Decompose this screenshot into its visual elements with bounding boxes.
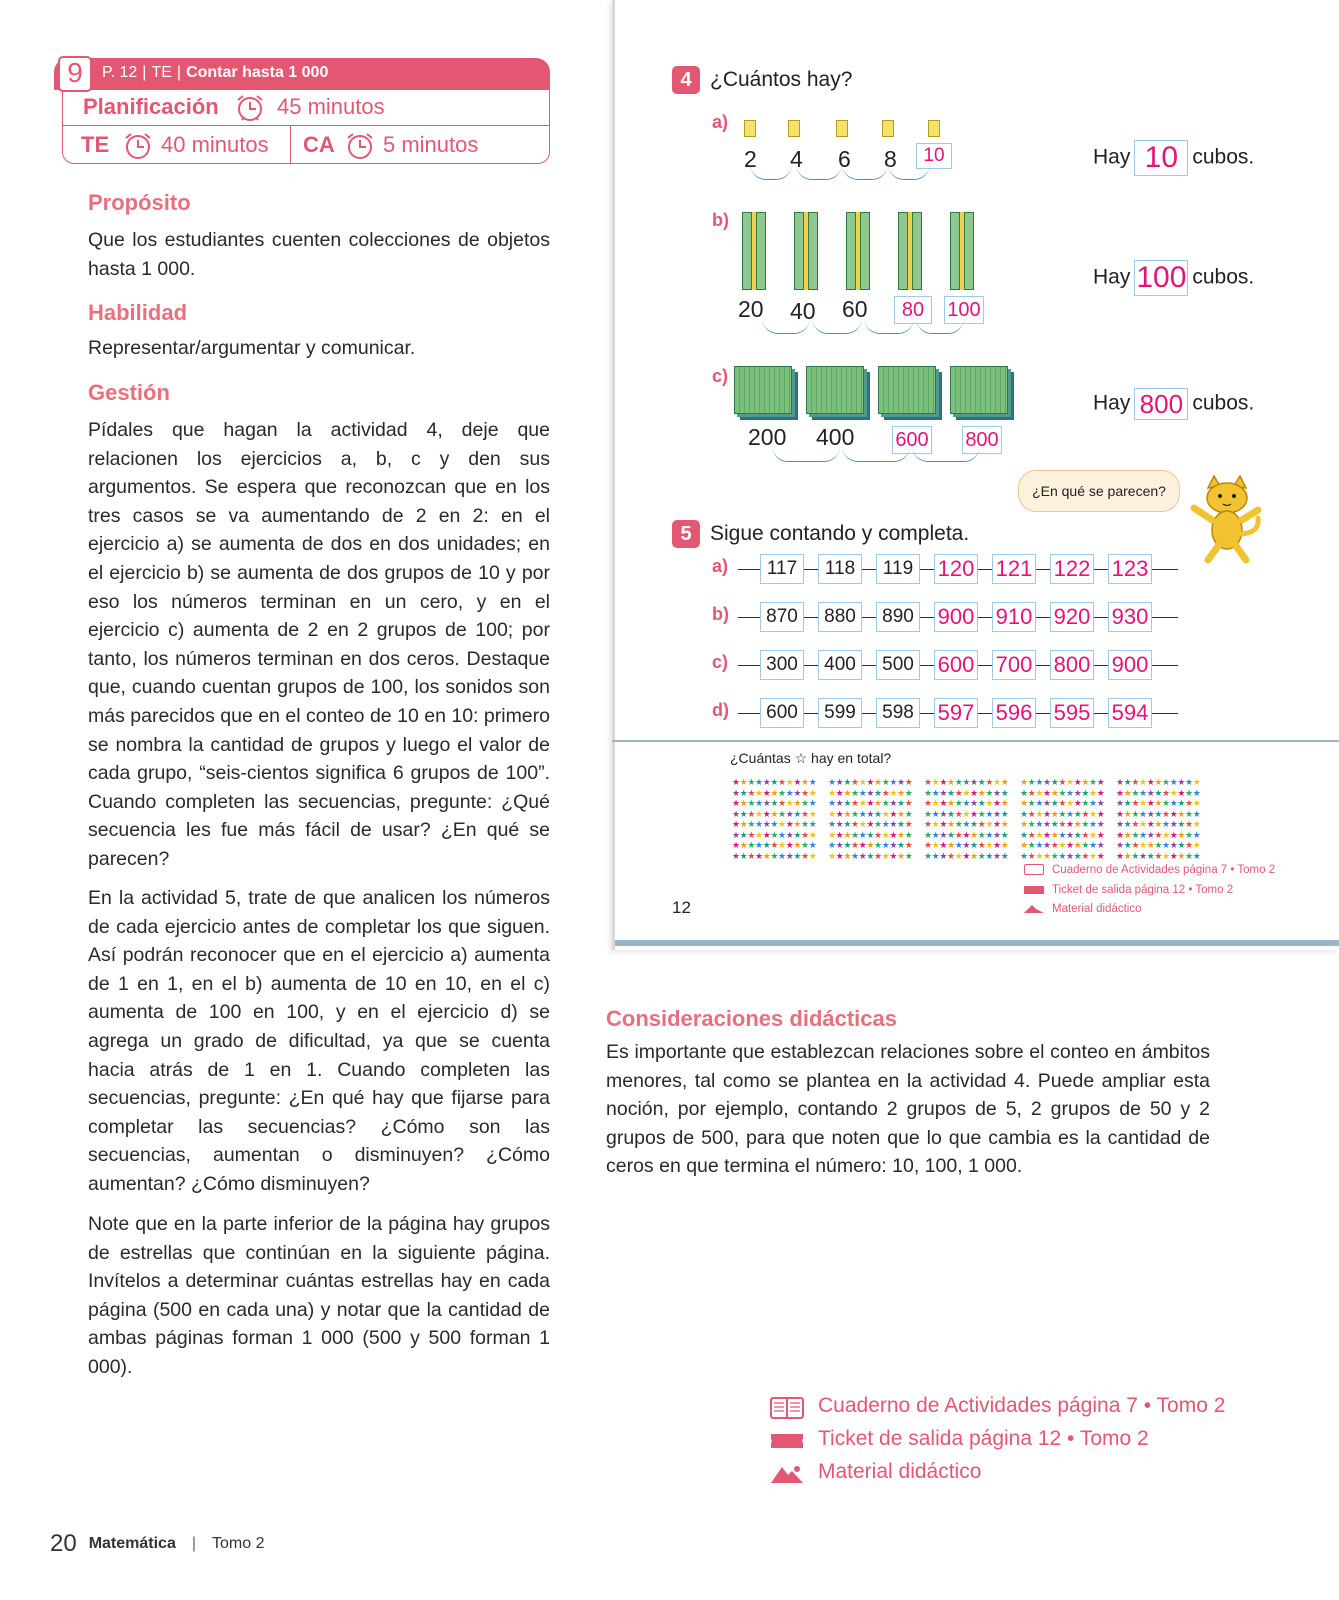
stars-question-end: hay en total? [811,750,892,766]
hay-a-answer: 10 [1134,140,1188,176]
sequence-label: c) [712,652,729,672]
count-b-2: 40 [790,298,816,324]
sequence-answer: 700 [992,650,1036,680]
sequence-given: 118 [818,554,862,584]
hundred-plate [878,366,936,414]
hay-word: Hay [1093,145,1131,169]
hay-c-answer: 800 [1134,388,1188,420]
te-label: TE [81,132,110,157]
ten-rods [794,212,818,290]
cube [882,120,894,137]
ten-rods [950,212,974,290]
cube [744,120,756,137]
ten-rods [846,212,870,290]
answer-c-1: 600 [892,426,932,454]
sequence-given: 598 [876,698,920,728]
page-footer [50,1530,264,1558]
sequence-answer: 121 [992,554,1036,584]
hay-word: Hay [1093,265,1131,289]
cubos-word: cubos. [1192,265,1255,289]
hay-a [1093,140,1254,176]
stars-divider [612,740,1339,768]
ca-cell [291,126,549,164]
lesson-number: 9 [58,56,92,92]
count-arc [772,446,840,462]
sequence-answer: 930 [1108,602,1152,632]
sequence-answer: 600 [934,650,978,680]
sequence-label: a) [712,556,729,576]
ca-time: 5 minutos [383,132,479,157]
consideraciones-heading: Consideraciones didácticas [606,1006,897,1031]
sequence-answer: 120 [934,554,978,584]
clock-icon [233,94,267,122]
mini-ref-material [1024,903,1141,915]
answer-b-2: 100 [944,296,984,324]
sequence-answer: 900 [1108,650,1152,680]
count-a-3: 6 [838,146,851,172]
lesson-meta: P. 12 | TE | Contar hasta 1 000 [102,64,329,81]
book-icon [1024,864,1044,875]
question-5-title: Sigue contando y completa. [710,522,970,545]
sequence-answer: 594 [1108,698,1152,728]
sequence-answer: 595 [1050,698,1094,728]
count-a-4: 8 [884,146,897,172]
te-ref: TE [151,64,172,81]
hay-word: Hay [1093,391,1131,415]
student-page-number: 12 [672,898,691,917]
question-5-badge: 5 [672,520,700,548]
clock-icon [121,132,155,160]
sequence-answer: 122 [1050,554,1094,584]
footer-separator: | [191,1535,197,1553]
resource-text: Cuaderno de Actividades página 7 • Tomo 2 [818,1394,1226,1417]
material-icon [1024,905,1044,913]
sequence-answer: 910 [992,602,1036,632]
cubos-word: cubos. [1192,145,1255,169]
hundred-plate [950,366,1008,414]
gestion-paragraph-3: Note que en la parte inferior de la página hay grupos de estrellas que continúan en la siguiente página. Invítelos a determinar cuántas estrellas hay en cada página (500 en cada una) y notar que la cantidad de ambas páginas forman 1 000 (500 y 500 forman 1 000). [88,1213,550,1378]
sequence-answer: 900 [934,602,978,632]
sequence-given: 880 [818,602,862,632]
star-group: ★★★★★★★★★★★★★★★★★★★★★★★★★★★★★★★★★★★★★★★★★★★★★★★★★★★★★★★★★★★★★★★★★★★★★★★★★★★★★★★★★★★★★★★★ [1020,778,1105,862]
cube [928,120,940,137]
planning-time: 45 minutos [277,94,385,119]
count-c-1: 200 [748,424,787,450]
sequence-given: 600 [760,698,804,728]
resource-text: Ticket de salida página 12 • Tomo 2 [818,1427,1149,1450]
gestion-heading: Gestión [88,380,170,405]
page-edge [615,940,1339,946]
sequence-given: 890 [876,602,920,632]
sequence-given: 300 [760,650,804,680]
sequence-given: 400 [818,650,862,680]
ticket-icon [770,1430,804,1452]
count-b-3: 60 [842,296,868,322]
lesson-header [54,58,550,164]
count-b-1: 20 [738,296,764,322]
speech-bubble: ¿En qué se parecen? [1018,470,1180,512]
consideraciones-text: Es importante que establezcan relaciones sobre el conteo en ámbitos menores, tal como se plantea en la actividad 4. Puede ampliar esta noción, por ejemplo, contando 2 grupos de 5, 2 grupos de 50 y 2 grupos de 500, para que noten que lo que cambia es la cantidad de ceros en que termina el número: 10, 100, 1 000. [606,1041,1210,1178]
hundred-plate [806,366,864,414]
sequence-given: 117 [760,554,804,584]
count-a-2: 4 [790,146,803,172]
stars-question [730,750,891,767]
proposito-text: Que los estudiantes cuenten colecciones de objetos hasta 1 000. [88,229,550,280]
answer-c-2: 800 [962,426,1002,454]
te-time: 40 minutos [161,132,269,157]
footer-page-number: 20 [50,1530,77,1557]
sequence-answer: 800 [1050,650,1094,680]
mini-ref-text: Material didáctico [1052,903,1142,915]
part-b-label: b) [712,210,729,230]
resource-text: Material didáctico [818,1460,982,1483]
ticket-icon [1024,886,1044,894]
star-outline-icon: ☆ [794,750,808,766]
count-a-1: 2 [744,146,757,172]
count-c-2: 400 [816,424,855,450]
hay-b-answer: 100 [1136,261,1187,294]
habilidad-heading: Habilidad [88,300,188,325]
star-group: ★★★★★★★★★★★★★★★★★★★★★★★★★★★★★★★★★★★★★★★★★★★★★★★★★★★★★★★★★★★★★★★★★★★★★★★★★★★★★★★★★★★★★★★★ [924,778,1009,862]
page-ref: P. 12 [102,64,138,81]
part-a-label: a) [712,112,729,132]
hay-b [1093,260,1254,296]
gestion-paragraph-1: Pídales que hagan la actividad 4, deje que relacionen los ejercicios a, b, c y den sus argumentos. Se espera que reconozcan que en los tres casos se va aumentando de 2 en 2: en el ejercicio a) se aumenta de dos en dos unidades; en el ejercicio b) se aumenta de dos grupos de 10 y por eso los números terminan en un cero, y en el ejercicio c) aumenta de 2 en 2 grupos de 100; por tanto, los números terminan en dos ceros. Destaque que, cuando cuentan grupos de 100, los sonidos son más parecidos que en el conteo de 10 en 10: primero se nombra la cantidad de grupos y luego el valor de cada grupo, “seis-cientos significa 6 grupos de 100”. Cuando completen las secuencias, pregunte: ¿Qué secuencia les fue más fácil de usar? ¿En qué se parecen? [88,419,550,870]
question-4-title: ¿Cuántos hay? [710,68,853,91]
proposito-heading: Propósito [88,190,191,215]
sequence-label: b) [712,604,729,624]
answer-b-1: 80 [894,296,932,324]
gestion-paragraph-2: En la actividad 5, trate de que analicen los números de cada ejercicio antes de completar los que siguen. Así podrán reconocer que en el ejercicio a) aumenta de 1 en 1, en el b) aumenta de 10 en 10, en el c) aumenta de 100 en 100, y en el ejercicio d) se agrega un grado de dificultad, ya que se cuenta hacia atrás de 1 en 1. Cuando completen las secuencias, pregunte: ¿En qué hay que fijarse para completar las secuencias? ¿Cómo son las secuencias, aumentan o disminuyen? ¿Cómo aumentan? ¿Cómo disminuyen? [88,887,550,1195]
habilidad-text: Representar/argumentar y comunicar. [88,337,416,359]
mini-ref-text: Cuaderno de Actividades página 7 • Tomo 2 [1052,864,1276,876]
te-ca-row [63,126,549,164]
sequence-given: 599 [818,698,862,728]
planning-table [62,90,550,164]
stars-question-start: ¿Cuántas [730,750,791,766]
sequence-given: 870 [760,602,804,632]
star-group: ★★★★★★★★★★★★★★★★★★★★★★★★★★★★★★★★★★★★★★★★★★★★★★★★★★★★★★★★★★★★★★★★★★★★★★★★★★★★★★★★★★★★★★★★ [732,778,817,862]
ten-rods [742,212,766,290]
ca-label: CA [303,132,335,157]
footer-volume: Tomo 2 [212,1535,265,1553]
mini-ref-cuaderno [1024,864,1275,876]
sequence-answer: 920 [1050,602,1094,632]
planning-label: Planificación [83,94,219,119]
mini-ref-ticket [1024,884,1233,896]
lesson-header-bar [54,58,550,90]
answer-a-count: 10 [916,143,952,169]
sequence-given: 119 [876,554,920,584]
sequence-answer: 597 [934,698,978,728]
sequence-label: d) [712,700,729,720]
count-arc [912,446,980,462]
count-arc [842,446,910,462]
part-c-label: c) [712,366,729,386]
sequence-answer: 123 [1108,554,1152,584]
mini-ref-text: Ticket de salida página 12 • Tomo 2 [1052,884,1234,896]
te-cell [63,126,291,164]
material-icon [770,1463,804,1485]
star-group: ★★★★★★★★★★★★★★★★★★★★★★★★★★★★★★★★★★★★★★★★★★★★★★★★★★★★★★★★★★★★★★★★★★★★★★★★★★★★★★★★★★★★★★★★ [828,778,913,862]
book-icon [770,1397,804,1419]
sequence-answer: 596 [992,698,1036,728]
clock-icon [343,132,377,160]
cube [788,120,800,137]
cubos-word: cubos. [1192,391,1255,415]
footer-subject: Matemática [88,1535,176,1553]
cube [836,120,848,137]
sequence-given: 500 [876,650,920,680]
hay-c [1093,388,1254,420]
planning-row [63,90,549,126]
question-4-badge: 4 [672,66,700,94]
cat-mascot-icon [1188,474,1266,564]
ten-rods [898,212,922,290]
star-group: ★★★★★★★★★★★★★★★★★★★★★★★★★★★★★★★★★★★★★★★★★★★★★★★★★★★★★★★★★★★★★★★★★★★★★★★★★★★★★★★★★★★★★★★★ [1116,778,1201,862]
lesson-title: Contar hasta 1 000 [186,64,329,81]
hundred-plate [734,366,792,414]
